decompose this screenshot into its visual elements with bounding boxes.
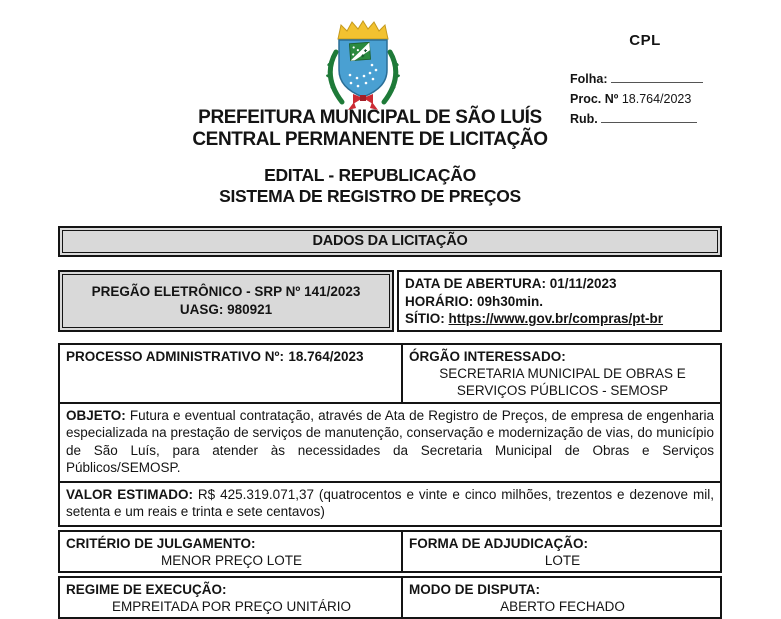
stamp-proc-row — [570, 91, 720, 107]
document-body — [58, 226, 722, 619]
process-organ-row — [60, 345, 720, 404]
process-label: PROCESSO ADMINISTRATIVO Nº: — [66, 348, 284, 364]
regime-value: EMPREITADA POR PREÇO UNITÁRIO — [111, 599, 352, 615]
org-name-line1: PREFEITURA MUNICIPAL DE SÃO LUÍS — [198, 107, 542, 128]
organ-name-line1: SECRETARIA MUNICIPAL DE OBRAS E — [439, 365, 686, 381]
document-header — [0, 107, 740, 207]
regime-label: REGIME DE EXECUÇÃO: — [66, 582, 227, 598]
objeto-cell — [60, 404, 720, 481]
forma-value: LOTE — [544, 553, 581, 569]
judgment-table — [58, 530, 722, 573]
regime-table — [58, 576, 722, 619]
doc-title-line1: EDITAL - REPUBLICAÇÃO — [264, 165, 476, 185]
opening-date: DATA DE ABERTURA: 01/11/2023 — [405, 276, 617, 291]
site-url-link[interactable]: https://www.gov.br/compras/pt-br — [448, 311, 664, 326]
organ-label: ÓRGÃO INTERESSADO: — [409, 348, 566, 364]
modo-value: ABERTO FECHADO — [500, 599, 625, 615]
stamp-title: CPL — [629, 32, 661, 49]
proc-value: 18.764/2023 — [621, 92, 692, 106]
auction-id-cell — [58, 270, 394, 332]
auction-uasg: UASG: 980921 — [179, 301, 273, 317]
stamp-folha-row — [570, 71, 720, 87]
objeto-row — [60, 404, 720, 483]
auction-name: PREGÃO ELETRÔNICO - SRP Nº 141/2023 — [91, 283, 361, 299]
forma-cell — [403, 532, 720, 571]
proc-label: Proc. Nº — [570, 92, 619, 106]
modo-label: MODO DE DISPUTA: — [409, 582, 540, 598]
section-title-bar — [58, 226, 722, 257]
auction-info-row — [58, 270, 722, 332]
site-line — [405, 310, 714, 328]
regime-cell — [60, 578, 403, 617]
criterio-cell — [60, 532, 403, 571]
valor-label: VALOR ESTIMADO: — [66, 486, 193, 502]
organ-name-line2: SERVIÇOS PÚBLICOS - SEMOSP — [456, 382, 669, 398]
site-label: SÍTIO: — [405, 311, 445, 326]
valor-text: R$ 425.319.071,37 (quatrocentos e vinte e cinco milhões, trezentos e dezenove mil, setenta e um reais e trinta e sete centavos) — [66, 486, 714, 520]
auction-schedule-cell — [397, 270, 722, 332]
rub-label: Rub. — [570, 112, 598, 126]
objeto-text: Futura e eventual contratação, através de Ata de Registro de Preços, de empresa de engenharia especializada na prestação de serviços de manutenção, conservação e modernização de vias, do município de São Luís, para atender às necessidades da Secretaria Municipal de Obras e Serviços Públicos/SEMOSP. — [66, 407, 714, 476]
modo-cell — [403, 578, 720, 617]
folha-label: Folha: — [570, 72, 608, 86]
objeto-label: OBJETO: — [66, 407, 126, 423]
sao-luis-coat-of-arms-icon — [320, 18, 406, 118]
section-title: DADOS DA LICITAÇÃO — [62, 230, 718, 253]
criterio-value: MENOR PREÇO LOTE — [160, 553, 303, 569]
valor-cell — [60, 483, 720, 525]
organ-cell — [403, 345, 720, 402]
forma-label: FORMA DE ADJUDICAÇÃO: — [409, 536, 588, 552]
process-cell — [60, 345, 403, 402]
process-table — [58, 343, 722, 528]
criterio-label: CRITÉRIO DE JULGAMENTO: — [66, 536, 256, 552]
valor-row — [60, 483, 720, 525]
doc-title-line2: SISTEMA DE REGISTRO DE PREÇOS — [219, 186, 521, 206]
org-name-line2: CENTRAL PERMANENTE DE LICITAÇÃO — [192, 129, 548, 150]
folha-blank-line — [611, 71, 703, 83]
opening-time: HORÁRIO: 09h30min. — [405, 293, 544, 309]
process-number: 18.764/2023 — [288, 348, 364, 364]
